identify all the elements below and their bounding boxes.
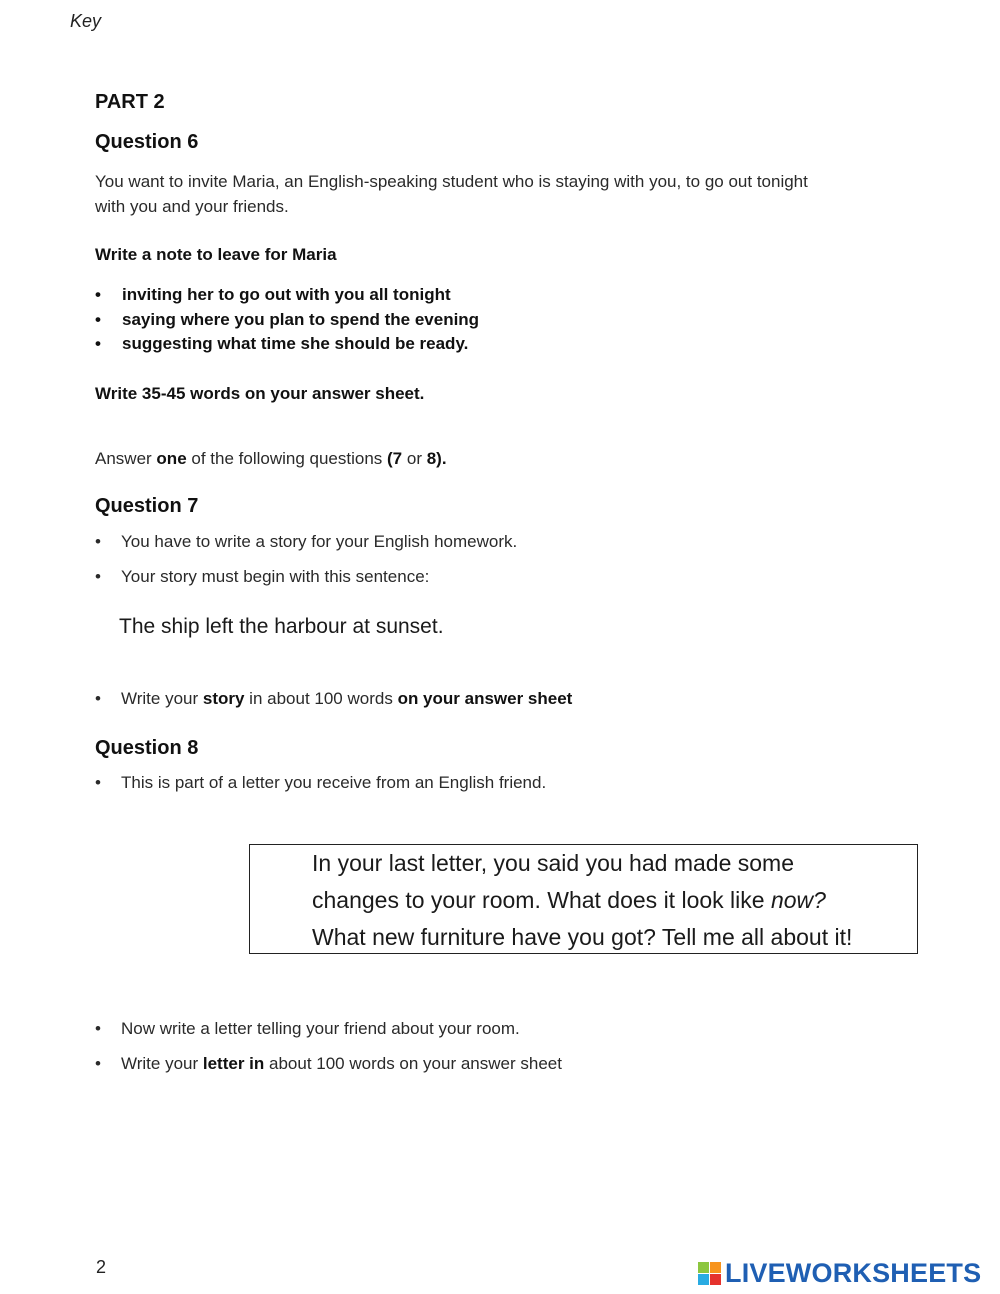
question-7-title: Question 7 <box>95 495 199 517</box>
list-item: • saying where you plan to spend the evening <box>95 308 479 333</box>
list-item: • Now write a letter telling your friend about your room. <box>95 1019 520 1038</box>
list-item: • This is part of a letter you receive from an English friend. <box>95 773 547 792</box>
page-number: 2 <box>96 1257 107 1277</box>
list-item: • You have to write a story for your English homework. <box>95 532 518 551</box>
bullet-icon: • <box>95 567 101 586</box>
list-item: • Your story must begin with this sentence: <box>95 567 430 586</box>
list-item: • inviting her to go out with you all tonight <box>95 283 479 308</box>
logo-blocks-icon <box>698 1262 721 1285</box>
logo-text: LIVEWORKSHEETS <box>725 1258 982 1288</box>
logo-block <box>698 1262 709 1273</box>
bullet-icon: • <box>95 334 101 353</box>
part-title: PART 2 <box>95 91 165 113</box>
intro-line-1: You want to invite Maria, an English-speaking student who is staying with you, to go out tonight <box>95 172 808 191</box>
answer-choice-instruction: Answer one of the following questions (7 or 8). <box>95 449 447 468</box>
question-6-word-count: Write 35-45 words on your answer sheet. <box>95 384 425 403</box>
logo-block <box>698 1274 709 1285</box>
bullet-icon: • <box>95 1019 101 1038</box>
liveworksheets-logo <box>698 1258 981 1289</box>
question-6-instruction: Write a note to leave for Maria <box>95 245 337 264</box>
key-label: Key <box>70 11 102 31</box>
question-6-points <box>95 283 479 357</box>
logo-block <box>710 1262 721 1273</box>
list-item: • Write your letter in about 100 words on your answer sheet <box>95 1054 562 1073</box>
bullet-icon: • <box>95 309 101 329</box>
bullet-icon: • <box>95 285 101 304</box>
question-6-intro <box>95 169 808 219</box>
bullet-icon: • <box>95 532 101 551</box>
question-6-title: Question 6 <box>95 131 199 153</box>
letter-excerpt-text: In your last letter, you said you had made some changes to your room. What does it look like now? What new furniture have you got? Tell me all about it! <box>312 850 853 950</box>
logo-block <box>710 1274 721 1285</box>
letter-excerpt-box <box>249 844 918 954</box>
bullet-icon: • <box>95 689 101 708</box>
bullet-icon: • <box>95 1054 101 1073</box>
bullet-icon: • <box>95 773 101 792</box>
list-item: • suggesting what time she should be ready. <box>95 332 479 357</box>
story-opening-sentence: The ship left the harbour at sunset. <box>119 615 444 638</box>
intro-line-2: with you and your friends. <box>95 197 289 216</box>
question-8-title: Question 8 <box>95 737 199 759</box>
list-item: • Write your story in about 100 words on your answer sheet <box>95 689 573 708</box>
